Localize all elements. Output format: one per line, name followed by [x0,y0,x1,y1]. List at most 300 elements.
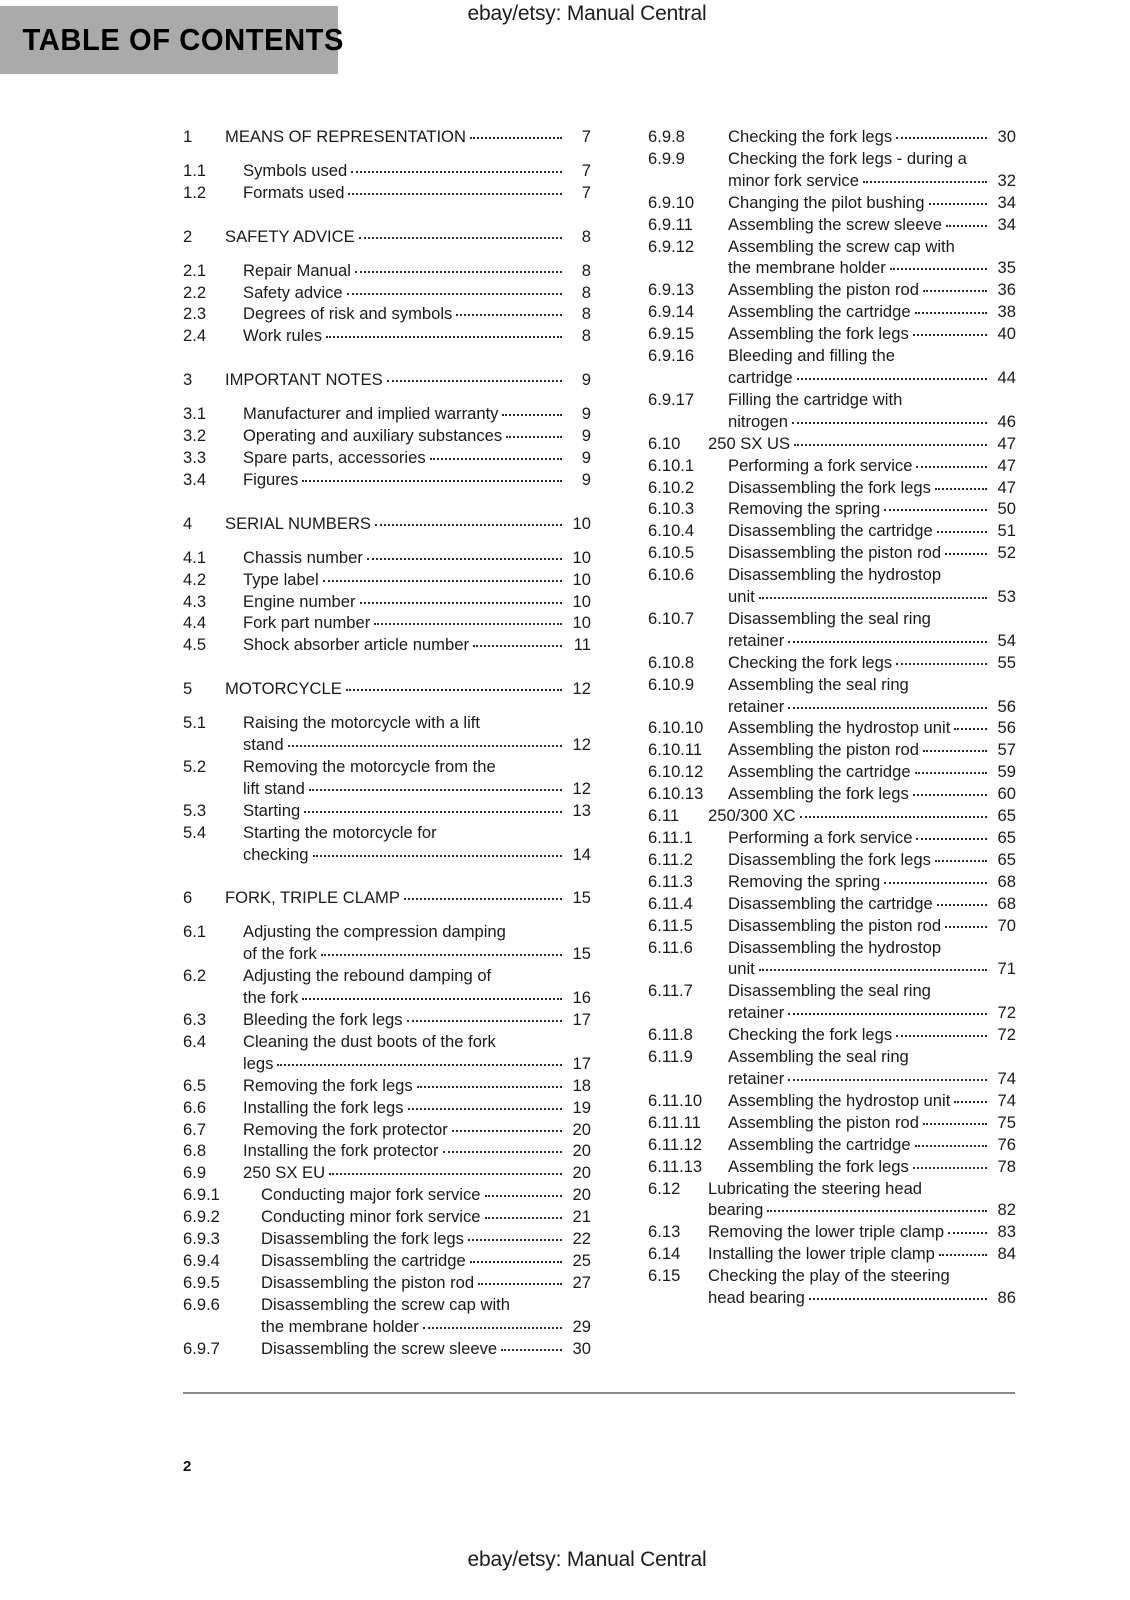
toc-entry-title: Formats used [243,182,345,202]
watermark-bottom: ebay/etsy: Manual Central [467,1548,707,1571]
toc-entry[interactable] [648,608,1016,652]
toc-leader-dots [485,1195,563,1197]
toc-entry-title: Conducting major fork service [261,1185,481,1205]
toc-entry[interactable] [183,678,591,700]
toc-entry[interactable] [183,800,591,822]
toc-entry-page: 74 [997,1090,1016,1110]
toc-entry-number: 2.3 [183,304,207,324]
toc-entry-number: 6.10.6 [648,565,695,585]
toc-leader-dots [939,1254,987,1256]
toc-entry-title: Assembling the fork legs [728,1156,909,1176]
toc-entry[interactable] [183,1075,591,1097]
toc-entry-number: 2 [183,226,193,246]
toc-entry-number: 5.2 [183,756,207,776]
toc-entry[interactable] [183,634,591,656]
toc-leader-dots [915,772,987,774]
toc-entry[interactable] [648,893,1016,915]
toc-leader-dots [359,237,562,239]
toc-leader-dots [759,597,987,599]
toc-entry-body [243,547,591,569]
toc-leader-dots [945,926,987,928]
toc-entry[interactable] [648,717,1016,739]
toc-leader-dots [304,811,562,813]
toc-entry[interactable] [183,569,591,591]
toc-entry-title: Performing a fork service [728,455,913,475]
toc-entry-body [728,1046,1016,1090]
toc-entry-page: 9 [581,426,591,446]
toc-entry-title-cont: the fork [243,988,299,1008]
toc-entry[interactable] [648,761,1016,783]
toc-leader-dots [896,137,987,139]
toc-entry-number: 6.11.5 [648,915,693,935]
toc-entry-title: Disassembling the fork legs [728,477,931,497]
toc-entry-number: 6.15 [648,1266,681,1286]
toc-entry[interactable] [648,433,1016,455]
toc-entry[interactable] [648,849,1016,871]
toc-leader-dots [302,998,562,1000]
toc-entry-title-cont: of the fork [243,944,317,964]
toc-entry[interactable] [648,214,1016,236]
toc-entry-body [728,893,1016,915]
toc-entry-title: Operating and auxiliary substances [243,426,503,446]
toc-entry[interactable] [183,1097,591,1119]
toc-entry[interactable] [648,915,1016,937]
toc-entry-title: Degrees of risk and symbols [243,304,453,324]
toc-entry-title: Checking the fork legs [728,127,893,146]
toc-entry-title: Figures [243,469,299,489]
toc-leader-dots [309,789,562,791]
toc-entry-number: 6.11.1 [648,828,693,847]
toc-entry-page: 35 [997,258,1016,278]
toc-entry-title: Spare parts, accessories [243,447,426,467]
toc-entry-page: 14 [572,844,591,864]
toc-entry[interactable] [648,1221,1016,1243]
toc-entry-title: Disassembling the piston rod [261,1272,475,1292]
toc-entry[interactable] [183,1031,591,1075]
toc-entry[interactable] [183,513,591,535]
toc-entry[interactable] [183,591,591,613]
toc-entry-title: Disassembling the cartridge [261,1250,466,1270]
toc-entry[interactable] [648,1243,1016,1265]
toc-entry-body [243,1031,591,1075]
toc-entry-page: 55 [997,652,1016,672]
toc-entry-body [728,871,1016,893]
toc-entry-title: Changing the pilot bushing [728,192,925,212]
toc-entry-number: 6.9.7 [183,1338,220,1358]
toc-entry[interactable] [648,520,1016,542]
toc-entry-number: 6.11.12 [648,1134,703,1154]
toc-entry-title: Disassembling the screw sleeve [261,1338,498,1358]
toc-entry-number: 6.12 [648,1178,681,1198]
toc-entry-title: 250 SX US [708,433,791,453]
toc-entry[interactable] [183,1272,591,1294]
toc-entry[interactable] [183,1184,591,1206]
toc-leader-dots [375,524,562,526]
toc-entry-number: 6.9.6 [183,1294,220,1314]
toc-entry-page: 82 [997,1200,1016,1220]
toc-entry-title-cont: bearing [708,1200,764,1220]
toc-entry[interactable] [648,126,1016,148]
toc-entry-body [243,800,591,822]
toc-leader-dots [321,954,562,956]
toc-entry[interactable] [648,498,1016,520]
toc-entry-number: 6.10.11 [648,740,703,760]
toc-entry-title-cont: retainer [728,696,785,716]
toc-entry[interactable] [183,226,591,248]
toc-entry-title: Assembling the seal ring [728,674,909,694]
toc-leader-dots [935,488,987,490]
toc-entry[interactable] [648,279,1016,301]
toc-leader-dots [937,531,987,533]
toc-entry-title: Checking the fork legs - during a [728,148,967,168]
toc-entry[interactable] [183,887,591,909]
toc-entry-number: 5.3 [183,800,207,820]
toc-entry-page: 56 [997,718,1016,738]
toc-entry-title: Checking the fork legs [728,652,893,672]
toc-entry[interactable] [648,652,1016,674]
toc-entry-page: 10 [572,591,591,611]
toc-entry-page: 9 [581,370,591,390]
toc-entry[interactable] [183,282,591,304]
toc-leader-dots [788,1013,987,1015]
toc-entry-number: 1 [183,127,193,146]
toc-entry-page: 46 [997,411,1016,431]
toc-entry[interactable] [648,477,1016,499]
toc-entry-page: 21 [572,1207,591,1227]
toc-entry[interactable] [648,323,1016,345]
toc-entry-body [728,192,1016,214]
toc-entry[interactable] [648,980,1016,1024]
toc-entry-body [243,160,591,182]
toc-entry-page: 70 [997,915,1016,935]
toc-entry-page: 34 [997,214,1016,234]
toc-entry-number: 5.4 [183,822,207,842]
toc-entry-title: Assembling the screw cap with [728,236,955,256]
toc-entry[interactable] [183,447,591,469]
toc-entry-number: 6.10.5 [648,543,695,563]
toc-entry-number: 4.5 [183,635,207,655]
toc-entry-page: 44 [997,367,1016,387]
toc-entry[interactable] [183,1228,591,1250]
toc-entry-title: Disassembling the screw cap with [261,1294,511,1314]
toc-entry[interactable] [648,1112,1016,1134]
toc-entry-number: 6.11.3 [648,871,693,891]
toc-entry-title: Installing the fork legs [243,1097,404,1117]
toc-entry[interactable] [648,148,1016,192]
toc-entry-body [243,403,591,425]
toc-entry-number: 4.2 [183,569,207,589]
toc-entry-page: 8 [581,226,591,246]
toc-entry[interactable] [183,325,591,347]
toc-entry[interactable] [183,1338,591,1360]
toc-entry[interactable] [648,674,1016,718]
toc-entry-title: Assembling the seal ring [728,1047,909,1067]
toc-entry-body [728,1112,1016,1134]
toc-leader-dots [923,1123,987,1125]
toc-entry-title: Disassembling the seal ring [728,608,931,628]
toc-entry[interactable] [183,403,591,425]
toc-entry-body [261,1338,591,1360]
toc-leader-dots [794,444,987,446]
toc-entry[interactable] [648,1046,1016,1090]
toc-entry-body [728,980,1016,1024]
toc-entry-page: 51 [997,521,1016,541]
toc-entry-number: 6.14 [648,1244,681,1264]
toc-entry-body [728,827,1016,849]
toc-leader-dots [945,553,987,555]
toc-entry[interactable] [648,739,1016,761]
toc-entry-body [243,1119,591,1141]
toc-entry-number: 6.7 [183,1119,207,1139]
toc-entry[interactable] [183,425,591,447]
toc-entry-page: 10 [572,569,591,589]
toc-entry-page: 19 [572,1097,591,1117]
toc-entry[interactable] [648,1265,1016,1309]
toc-entry[interactable] [183,303,591,325]
toc-leader-dots [788,641,987,643]
toc-entry-number: 6.5 [183,1075,207,1095]
toc-entry-number: 6.6 [183,1097,207,1117]
toc-entry-number: 4.4 [183,613,207,633]
toc-entry[interactable] [183,756,591,800]
toc-entry-page: 17 [572,1010,591,1029]
toc-entry[interactable] [648,1090,1016,1112]
toc-entry-title: Installing the lower triple clamp [708,1244,935,1264]
toc-entry-number: 6.1 [183,922,207,942]
toc-entry-title: Assembling the fork legs [728,784,909,804]
toc-entry[interactable] [183,469,591,491]
toc-entry[interactable] [648,301,1016,323]
toc-entry-page: 12 [572,735,591,755]
toc-entry-body [261,1294,591,1338]
toc-entry-page: 47 [997,433,1016,453]
toc-entry-number: 2.4 [183,326,207,346]
toc-entry-body [728,608,1016,652]
toc-entry-page: 20 [572,1141,591,1161]
toc-entry[interactable] [183,1162,591,1184]
toc-entry-number: 5 [183,679,193,699]
toc-entry-page: 13 [572,800,591,820]
toc-entry-title: Disassembling the piston rod [728,915,942,935]
toc-entry[interactable] [183,1140,591,1162]
toc-entry[interactable] [183,160,591,182]
toc-entry[interactable] [648,389,1016,433]
toc-leader-dots [407,1020,562,1022]
toc-entry-number: 6.9.3 [183,1229,220,1249]
toc-entry-page: 30 [572,1338,591,1358]
toc-entry-title: FORK, TRIPLE CLAMP [225,888,400,908]
toc-entry-body [261,1184,591,1206]
toc-entry[interactable] [183,712,591,756]
toc-leader-dots [923,750,987,752]
toc-entry-title: 250/300 XC [708,806,796,826]
toc-entry[interactable] [648,1024,1016,1046]
toc-entry-number: 6.9.11 [648,214,693,234]
toc-entry-body [708,1221,1016,1243]
toc-entry-body [728,783,1016,805]
toc-entry-body [243,756,591,800]
toc-entry-body [728,1024,1016,1046]
toc-entry-body [728,214,1016,236]
toc-entry[interactable] [183,260,591,282]
toc-entry-page: 17 [572,1053,591,1073]
toc-entry-number: 6.11.6 [648,937,693,957]
toc-entry-title: Checking the play of the steering [708,1266,950,1286]
toc-entry-title: Chassis number [243,547,363,567]
toc-entry-number: 6.8 [183,1141,207,1161]
toc-entry-number: 6.9.13 [648,280,695,300]
toc-entry-page: 12 [572,679,591,699]
toc-entry[interactable] [648,192,1016,214]
toc-entry-body [243,822,591,866]
toc-entry-page: 30 [997,127,1016,146]
toc-entry-body [261,1272,591,1294]
toc-entry[interactable] [183,965,591,1009]
toc-entry[interactable] [648,1156,1016,1178]
toc-entry-page: 60 [997,784,1016,804]
toc-entry-number: 6.9.4 [183,1250,220,1270]
toc-entry-number: 4 [183,513,193,533]
toc-entry-number: 6.10.8 [648,652,695,672]
toc-entry-title-cont: lift stand [243,778,305,798]
toc-entry-page: 83 [997,1222,1016,1242]
toc-entry[interactable] [648,455,1016,477]
toc-entry[interactable] [183,1250,591,1272]
toc-leader-dots [501,1349,562,1351]
toc-entry-body [243,712,591,756]
toc-entry[interactable] [183,1119,591,1141]
toc-entry-title-cont: the membrane holder [728,258,886,278]
toc-entry-body [225,226,591,248]
toc-entry-page: 56 [997,696,1016,716]
toc-entry[interactable] [648,564,1016,608]
toc-entry[interactable] [183,921,591,965]
toc-entry-page: 12 [572,778,591,798]
toc-entry-body [243,1009,591,1031]
toc-entry-page: 47 [997,477,1016,497]
toc-entry[interactable] [648,805,1016,827]
toc-entry[interactable] [648,236,1016,280]
toc-entry-number: 6.11.8 [648,1025,693,1045]
toc-entry[interactable] [648,542,1016,564]
toc-entry-page: 7 [581,182,591,202]
toc-entry[interactable] [183,369,591,391]
toc-entry-title: Adjusting the rebound damping of [243,966,492,986]
toc-entry-number: 2.1 [183,260,207,280]
toc-entry-body [243,1140,591,1162]
toc-entry-title: Installing the fork protector [243,1141,439,1161]
toc-entry-body [225,513,591,535]
toc-entry-number: 6.10 [648,433,681,453]
toc-entry-number: 4.1 [183,547,207,567]
toc-entry-title-cont: unit [728,587,755,607]
toc-entry-number: 3.3 [183,447,207,467]
toc-leader-dots [408,1108,563,1110]
toc-entry-body [728,739,1016,761]
toc-entry-page: 36 [997,280,1016,300]
toc-leader-dots [326,336,562,338]
toc-entry-title: Cleaning the dust boots of the fork [243,1031,496,1051]
toc-leader-dots [896,1035,987,1037]
toc-entry[interactable] [648,345,1016,389]
toc-leader-dots [302,480,562,482]
toc-entry[interactable] [183,126,591,148]
toc-entry[interactable] [648,1134,1016,1156]
toc-entry-page: 86 [997,1288,1016,1308]
toc-entry-number: 6.9.15 [648,324,695,344]
toc-entry-number: 6.10.13 [648,784,704,804]
toc-entry-title: Assembling the fork legs [728,324,909,344]
toc-entry-number: 6.9.5 [183,1272,220,1292]
toc-entry-body [728,455,1016,477]
toc-entry-body [243,182,591,204]
toc-leader-dots [404,898,562,900]
toc-entry[interactable] [183,612,591,634]
toc-leader-dots [452,1130,562,1132]
toc-leader-dots [443,1151,562,1153]
toc-entry[interactable] [648,871,1016,893]
toc-leader-dots [935,860,987,862]
toc-entry-number: 6.11 [648,806,680,826]
toc-entry-body [243,1097,591,1119]
toc-entry-page: 65 [997,828,1016,847]
toc-entry-number: 6.13 [648,1222,681,1242]
toc-entry-number: 1.2 [183,182,207,202]
toc-entry[interactable] [183,182,591,204]
toc-entry-body [728,345,1016,389]
toc-entry-page: 18 [572,1075,591,1095]
toc-entry-page: 72 [997,1025,1016,1045]
toc-entry-body [261,1228,591,1250]
toc-entry-number: 6.10.12 [648,762,704,782]
toc-entry[interactable] [648,827,1016,849]
toc-entry[interactable] [648,783,1016,805]
toc-entry-body [243,569,591,591]
toc-leader-dots [430,458,562,460]
toc-entry-body [243,469,591,491]
toc-entry-title: Symbols used [243,160,348,180]
toc-entry[interactable] [183,1206,591,1228]
toc-entry-number: 6.9.12 [648,236,695,256]
toc-entry-body [728,477,1016,499]
toc-entry-number: 4.3 [183,591,207,611]
toc-leader-dots [417,1086,562,1088]
toc-entry-page: 34 [997,192,1016,212]
toc-entry[interactable] [648,937,1016,981]
toc-entry[interactable] [183,1294,591,1338]
toc-entry-page: 71 [997,959,1016,979]
toc-entry-body [728,564,1016,608]
toc-entry-title: Starting [243,800,301,820]
toc-entry-title-cont: retainer [728,1003,785,1023]
toc-leader-dots [800,816,987,818]
toc-entry-body [728,717,1016,739]
toc-entry[interactable] [648,1178,1016,1222]
toc-entry-body [728,1156,1016,1178]
toc-entry[interactable] [183,822,591,866]
toc-leader-dots [788,707,987,709]
toc-leader-dots [347,293,562,295]
toc-entry-body [243,591,591,613]
toc-leader-dots [915,312,987,314]
toc-entry-title: Disassembling the piston rod [728,543,942,563]
toc-entry-title: Removing the spring [728,499,881,519]
toc-entry[interactable] [183,1009,591,1031]
toc-entry-number: 6.10.3 [648,499,695,519]
toc-leader-dots [954,1101,987,1103]
toc-entry[interactable] [183,547,591,569]
toc-entry-page: 7 [581,127,591,146]
